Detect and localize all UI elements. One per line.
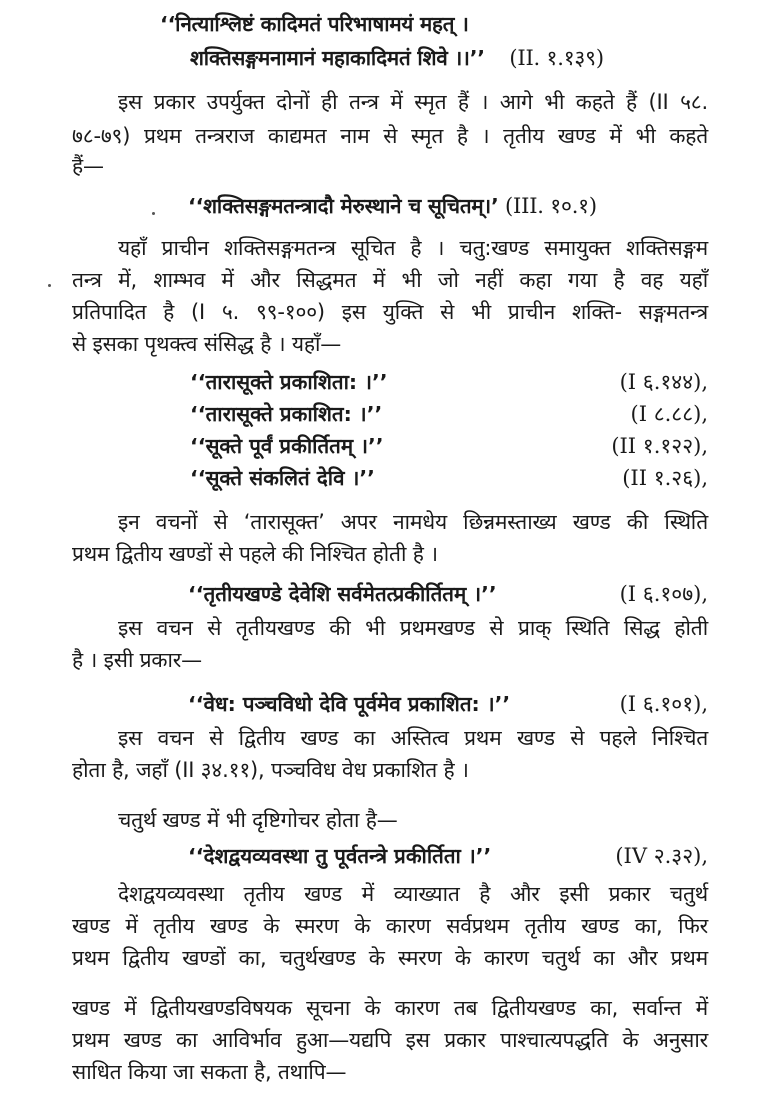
paragraph-line: इस प्रकार उपर्युक्त दोनों ही तन्त्र में स्मृत हैं । आगे भी कहते हैं (II ५८. (118, 90, 708, 114)
verse-reference: (I ६.१०१), (619, 692, 708, 716)
verse-line-with-ref (188, 192, 597, 220)
paragraph-line: प्रतिपादित है (I ५. ९९-१००) इस युक्ति से भी प्राचीन शक्ति- सङ्गमतन्त्र (72, 300, 708, 324)
paragraph-line: इन वचनों से ‘तारासूक्त’ अपर नामधेय छिन्नमस्ताख्य खण्ड की स्थिति (118, 510, 708, 534)
paragraph-line: ७८-७९) प्रथम तन्त्रराज काद्यमत नाम से स्मृत है । तृतीय खण्ड में भी कहते (72, 124, 708, 148)
verse-reference: (I ६.१०७), (619, 582, 708, 606)
verse-reference: (IV २.३२), (615, 844, 708, 868)
quote-text: ‘‘तारासूक्ते प्रकाशित: ।’’ (190, 402, 383, 426)
quote-list-item (190, 368, 708, 396)
paragraph-line: है । इसी प्रकार— (72, 648, 202, 672)
paragraph-line: से इसका पृथक्त्व संसिद्ध है । यहाँ— (72, 332, 342, 356)
verse-line-with-ref (190, 44, 604, 72)
paragraph-line: प्रथम द्वितीय खण्डों से पहले की निश्चित होती है । (72, 542, 438, 566)
paragraph-line: प्रथम खण्ड का आविर्भाव हुआ—यद्यपि इस प्रकार पाश्चात्यपद्धति के अनुसार (72, 1028, 708, 1052)
print-speck (48, 284, 51, 287)
paragraph-line: हैं— (72, 154, 104, 178)
paragraph-line: प्रथम द्वितीय खण्डों का, चतुर्थखण्ड के स्मरण के कारण चतुर्थ का और प्रथम (72, 946, 708, 970)
quote-text: ‘‘सूक्ते पूर्वं प्रकीर्तितम् ।’’ (190, 434, 384, 458)
verse-text: शक्तिसङ्गमनामानं महाकादिमतं शिवे ।।’’ (190, 46, 485, 70)
verse-text: ‘‘शक्तिसङ्गमतन्त्रादौ मेरुस्थाने च सूचितम्।’ (188, 194, 499, 218)
quote-list-item (190, 432, 708, 460)
print-speck (152, 212, 155, 215)
paragraph-line: चतुर्थ खण्ड में भी दृष्टिगोचर होता है— (118, 808, 398, 832)
verse-line-with-ref (188, 842, 708, 870)
paragraph-line: इस वचन से तृतीयखण्ड की भी प्रथमखण्ड से प्राक् स्थिति सिद्ध होती (118, 616, 708, 640)
quote-text: ‘‘सूक्ते संकलितं देवि ।’’ (190, 466, 375, 490)
verse-line-with-ref (188, 690, 708, 718)
quote-list-item (190, 400, 708, 428)
quote-list-item (190, 464, 708, 492)
quote-reference: (I ६.१४४), (619, 370, 708, 394)
paragraph-line: खण्ड में द्वितीयखण्डविषयक सूचना के कारण तब द्वितीयखण्ड का, सर्वान्त में (72, 996, 708, 1020)
verse-text: ‘‘वेध: पञ्चविधो देवि पूर्वमेव प्रकाशित: ।’’ (188, 692, 511, 716)
paragraph-line: यहाँ प्राचीन शक्तिसङ्गमतन्त्र सूचित है । चतु:खण्ड समायुक्त शक्तिसङ्गम (118, 236, 708, 260)
paragraph-line: होता है, जहाँ (II ३४.११), पञ्चविध वेध प्रकाशित है । (72, 758, 469, 782)
verse-reference: (II. १.१३९) (509, 46, 604, 70)
paragraph-line: इस वचन से द्वितीय खण्ड का अस्तित्व प्रथम खण्ड से पहले निश्चित (118, 726, 708, 750)
verse-text: ‘‘तृतीयखण्डे देवेशि सर्वमेतत्प्रकीर्तितम् ।’’ (188, 582, 497, 606)
paragraph-line: तन्त्र में, शाम्भव में और सिद्धमत में भी जो नहीं कहा गया है वह यहाँ (72, 268, 708, 292)
paragraph-line: साधित किया जा सकता है, तथापि— (72, 1060, 347, 1084)
verse-reference: (III. १०.१) (505, 194, 597, 218)
verse-line-with-ref (188, 580, 708, 608)
quote-reference: (II १.१२२), (611, 434, 708, 458)
quote-reference: (II १.२६), (622, 466, 708, 490)
verse-text: ‘‘देशद्वयव्यवस्था तु पूर्वतन्त्रे प्रकीर्तिता ।’’ (188, 844, 492, 868)
paragraph-line: खण्ड में तृतीय खण्ड के स्मरण के कारण सर्वप्रथम तृतीय खण्ड का, फिर (72, 914, 708, 938)
verse-line: ‘‘नित्याश्लिष्टं कादिमतं परिभाषामयं महत् । (160, 12, 469, 36)
paragraph-line: देशद्वयव्यवस्था तृतीय खण्ड में व्याख्यात है और इसी प्रकार चतुर्थ (118, 882, 708, 906)
quote-text: ‘‘तारासूक्ते प्रकाशिता: ।’’ (190, 370, 388, 394)
quote-reference: (I ८.८८), (630, 402, 708, 426)
